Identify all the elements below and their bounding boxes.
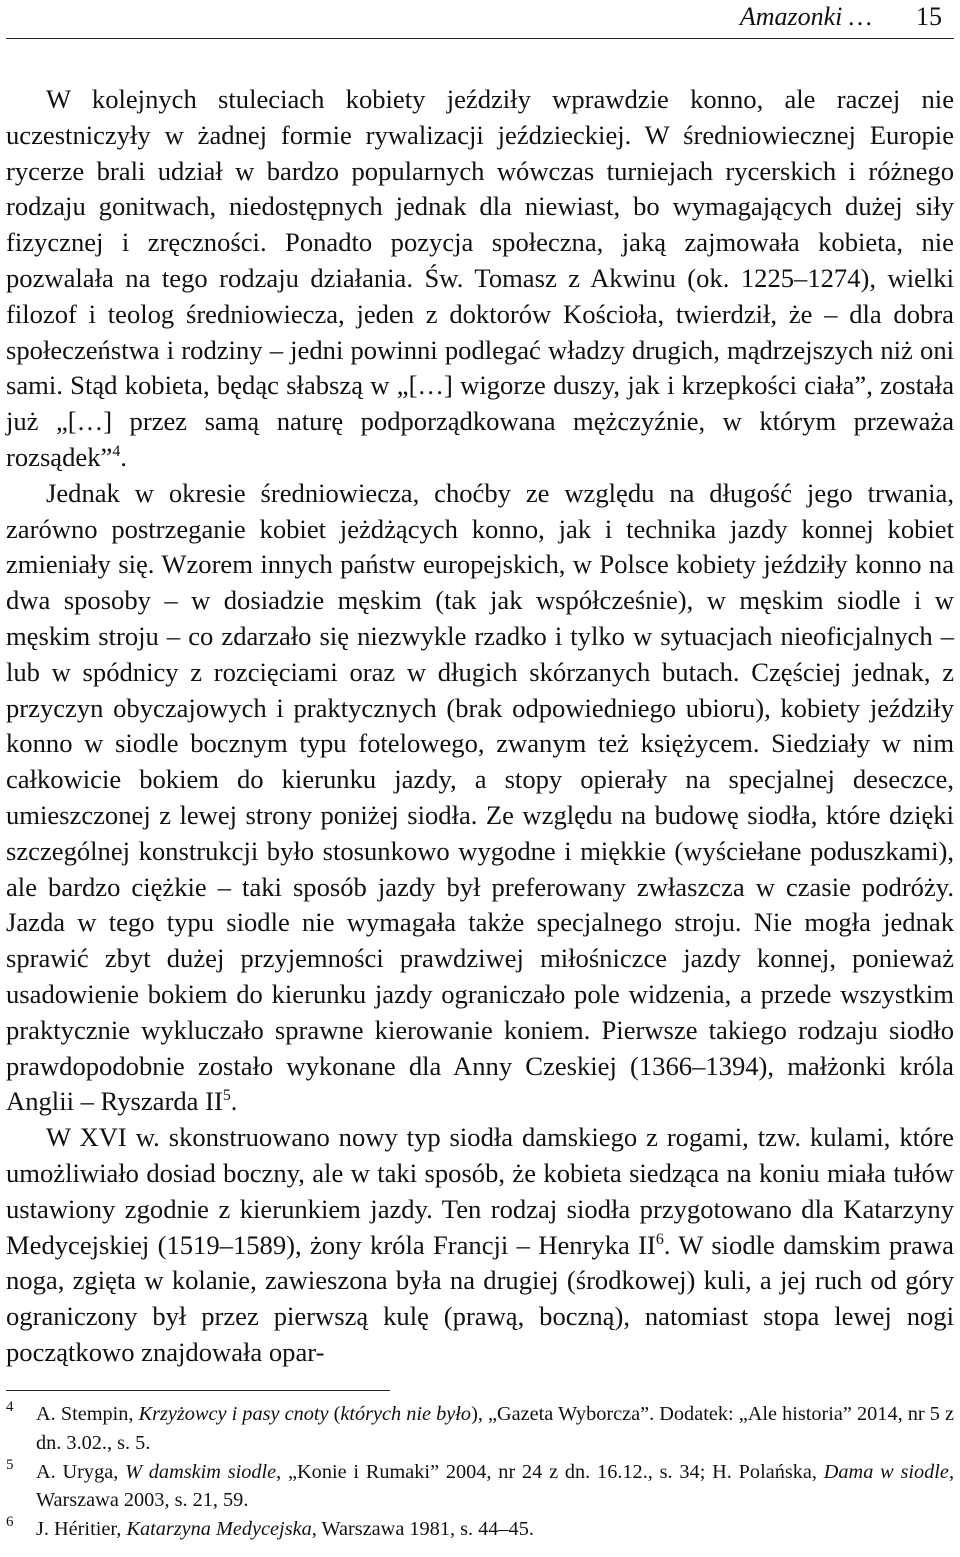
footnote-number: 5 xyxy=(6,1456,14,1473)
paragraph xyxy=(6,1120,954,1371)
italic-title: W damskim siodle xyxy=(125,1460,277,1483)
footnote-separator xyxy=(6,1390,390,1391)
footnote-ref-6[interactable]: 6 xyxy=(655,1230,664,1248)
text-run: J. Héritier, xyxy=(36,1518,127,1541)
footnote-number: 6 xyxy=(6,1514,14,1531)
running-title: Amazonki … xyxy=(739,2,872,31)
italic-title: których nie było xyxy=(340,1403,472,1425)
paragraph xyxy=(6,82,954,476)
italic-title: Krzyżowcy i pasy cnoty xyxy=(138,1403,329,1425)
italic-title: Dama w siodle xyxy=(823,1460,949,1483)
page-number: 15 xyxy=(916,2,942,31)
text-run: . W siodle damskim prawa noga, zgięta w kolanie, zawieszona była na drugiej (środkowej) kuli, a jej ruch od góry ograniczony był przez pierwszą kulę (prawą, boczną), natomiast stopa lewej nogi początkowo znajdowała opar- xyxy=(6,1229,954,1367)
text-run: , Warszawa 1981, s. 44–45. xyxy=(311,1518,534,1541)
footnotes xyxy=(6,1400,954,1544)
text-run: . xyxy=(230,1086,238,1117)
text-run: W XVI w. skonstruowano nowy typ siodła damskiego z rogami, tzw. kulami, które umożliwiało dosiad boczny, ale w taki sposób, że kobieta siedząca na koniu miała tułów ustawiony zgodnie z kierunkiem jazdy. Ten rodzaj siodła przygotowano dla Katarzyny Medycejskiej (1519–1589), żony króla Francji – Henryka II xyxy=(6,1122,954,1260)
text-run: W kolejnych stuleciach kobiety jeździły wprawdzie konno, ale raczej nie uczestniczyły w żadnej formie rywalizacji jeździeckiej. W średniowiecznej Europie rycerze brali udział w bardzo popularnych wówczas turniejach rycerskich i różnego rodzaju gonitwach, niedostępnych jednak dla niewiast, bo wymagających dużej siły fizycznej i zręczności. Ponadto pozycja społeczna, jaką zajmowała kobieta, nie pozwalała na tego rodzaju działania. Św. Tomasz z Akwinu (ok. 1225–1274), wielki filozof i teolog średniowiecza, jeden z doktorów Kościoła, twierdził, że – dla dobra społeczeństwa i rodziny – jedni powinni podlegać władzy drugich, mądrzejszych niż oni sami. Stąd kobieta, będąc słabszą w „[…] wigorze duszy, jak i krzepkości ciała”, została już „[…] przez samą naturę podporządkowana mężczyźnie, w którym przeważa rozsądek” xyxy=(6,84,954,472)
footnote-ref-4[interactable]: 4 xyxy=(112,443,121,461)
text-run: A. Uryga, xyxy=(36,1460,126,1483)
text-run: ), „Gazeta Wyborcza”. Dodatek: „Ale historia” 2014, nr 5 z dn. 3.02., s. 5. xyxy=(36,1403,954,1454)
footnote-5 xyxy=(6,1458,954,1516)
footnote-6 xyxy=(6,1515,954,1544)
running-header xyxy=(6,0,954,39)
footnote-number: 4 xyxy=(6,1399,14,1415)
paragraph xyxy=(6,476,954,1120)
text-run: , Warszawa 2003, s. 21, 59. xyxy=(36,1460,955,1512)
text-run: , „Konie i Rumaki” 2004, nr 24 z dn. 16.12., s. 34; H. Polańska, xyxy=(276,1460,824,1483)
main-text xyxy=(6,82,954,1371)
footnote-ref-5[interactable]: 5 xyxy=(222,1087,231,1105)
italic-title: Katarzyna Medycejska xyxy=(126,1518,312,1541)
text-run: ( xyxy=(328,1403,341,1425)
text-run: Jednak w okresie średniowiecza, choćby ze względu na długość jego trwania, zarówno postrzeganie kobiet jeżdżących konno, jak i technika jazdy konnej kobiet zmieniały się. Wzorem innych państw europejskich, w Polsce kobiety jeździły konno na dwa sposoby – w dosiadzie męskim (tak jak współcześnie), w męskim siodle i w męskim stroju – co zdarzało się niezwykle rzadko i tylko w sytuacjach nieoficjalnych – lub w spódnicy z rozcięciami oraz w długich skórzanych butach. Częściej jednak, z przyczyn obyczajowych i praktycznych (brak odpowiedniego ubioru), kobiety jeździły konno w siodle bocznym typu fotelowego, zwanym też księżycem. Siedziały w nim całkowicie bokiem do kierunku jazdy, a stopy opierały na specjalnej deseczce, umieszczonej z lewej strony poniżej siodła. Ze względu na budowę siodła, które dzięki szczególnej konstrukcji było stosunkowo wygodne i miękkie (wyściełane poduszkami), ale bardzo ciężkie – taki sposób jazdy był preferowany zwłaszcza w czasie podróży. Jazda w tego typu siodle nie wymagała także specjalnego stroju. Nie mogła jednak sprawić zbyt dużej przyjemności prawdziwej miłośniczce jazdy konnej, ponieważ usadowienie bokiem do kierunku jazdy ograniczało pole widzenia, a przede wszystkim praktycznie wykluczało sprawne kierowanie koniem. Pierwsze takiego rodzaju siodło prawdopodobnie zostało wykonane dla Anny Czeskiej (1366–1394), małżonki króla Anglii – Ryszarda II xyxy=(6,477,954,1117)
footnote-4 xyxy=(6,1400,954,1458)
text-run: A. Stempin, xyxy=(36,1403,139,1425)
text-run: . xyxy=(120,441,127,472)
